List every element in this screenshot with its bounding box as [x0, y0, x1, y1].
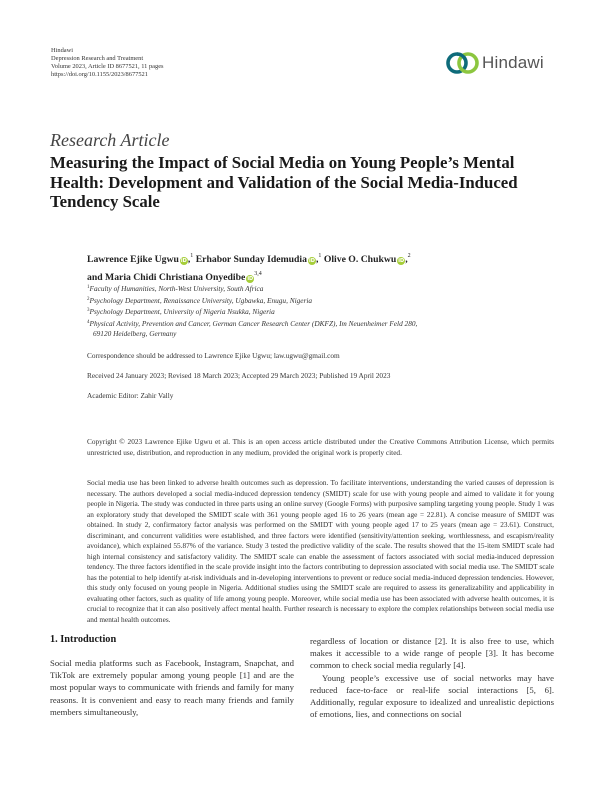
body-paragraph: Young people’s excessive use of social networks may have reduced face-to-face or real-life social interactions [5, 6]. Additionally, regular exposure to idealized and unrealistic depictions of emotions, lies, and connections on social — [310, 672, 554, 720]
author-affiliation-ref: 1 — [318, 253, 322, 259]
orcid-icon[interactable]: iD — [180, 258, 187, 264]
affiliation-item: $^3$Psychology Department, University of Nigeria Nsukka, Nigeria — [87, 307, 275, 317]
orcid-icon[interactable]: iD — [309, 258, 315, 264]
copyright-notice: Copyright © 2023 Lawrence Ejike Ugwu et al. This is an open access article distributed under the Creative Commons Attribution License, which permits unrestricted use, distribution, and reproduction in any medium, provided the original work is properly cited. — [87, 437, 554, 457]
abstract: Social media use has been linked to adverse health outcomes such as depression. To facilitate interventions, understanding the varied causes of depression is necessary. The authors developed a social media-induced depression tendency (SMIDT) scale for use with young people and aimed to validate it for young people in Nigeria. The study was conducted in three parts using an online survey (Google Forms) with purposive sampling targeting young people. Study 1 was an exploratory study that developed the SMIDT scale with 361 young people aged 16 to 26 years (mean age = 22.81). A concise measure of SMIDT was obtained. In study 2, confirmatory factor analysis was performed on the SMIDT with young people aged 17 to 25 years (mean age = 23.61). Construct, discriminant, and concurrent validities were established, and three factors were identified (sensitivity/attention seeking, worthlessness, and escapism/reality avoidance), which explained 55.87% of the variance. Study 3 tested the predictive validity of the scale. The results showed that the 15-item SMIDT scale had high internal consistency and satisfactory validity. The SMIDT scale can enable the assessment of factors associated with social media-induced depression tendency. The three factors identified in the scale provide insight into the factors contributing to depression associated with social media use. The SMIDT scale has the potential to help identify at-risk individuals and in-developing interventions to prevent or reduce social media-induced depression tendencies. However, this study only focused on young people in Nigeria. Additional studies using the SMIDT scale are required to assess its generalizability and applicability in evaluating other factors, such as quality of life among young people. Moreover, while social media use has been associated with adverse health outcomes, it is crucial to recognize that it can also positively affect mental health. Further research is necessary to explore the complex relationships between social media use and mental health outcomes. — [87, 478, 554, 624]
author-name[interactable]: Erhabor Sunday Idemudia — [195, 254, 307, 265]
author-name[interactable]: Olive O. Chukwu — [323, 254, 397, 265]
doi-link[interactable]: https://doi.org/10.1155/2023/8677521 — [51, 71, 148, 78]
body-paragraph: regardless of location or distance [2]. It is also free to use, which makes it accessible to a wide range of people [3]. It has become common to check social media regularly [4]. — [310, 636, 554, 671]
body-column-left — [50, 657, 294, 718]
author-list: Lawrence Ejike Ugwu iD,$^1$ Erhabor Sunday Idemudia iD,$^1$ Olive O. Chukwu iD,$^2$ and Maria Chidi Christiana Onyedibe iD$^{3,4}$ — [87, 253, 411, 283]
author-affiliation-ref: 1 — [190, 253, 194, 259]
volume-info: Volume 2023, Article ID 8677521, 11 pages — [51, 63, 164, 70]
author-affiliation-ref: 2 — [407, 253, 411, 259]
publication-dates: Received 24 January 2023; Revised 18 March 2023; Accepted 29 March 2023; Published 19 April 2023 — [87, 371, 391, 380]
hindawi-logo — [445, 48, 555, 78]
article-type: Research Article — [50, 130, 170, 150]
author-name[interactable]: Maria Chidi Christiana Onyedibe — [105, 272, 246, 283]
article-title: Measuring the Impact of Social Media on Young People’s Mental Health: Development and Validation of the Social Media-Induced Tendency Scale — [50, 153, 518, 211]
journal-name: Depression Research and Treatment — [51, 55, 144, 62]
logo-text: Hindawi — [482, 53, 544, 72]
affiliation-item: $^4$Physical Activity, Prevention and Cancer, German Cancer Research Center (DKFZ), Im Neuenheimer Feld 280, — [87, 318, 418, 328]
academic-editor: Academic Editor: Zahir Vally — [87, 391, 174, 400]
affiliations — [87, 283, 552, 340]
journal-meta — [51, 47, 164, 79]
orcid-icon[interactable]: iD — [247, 276, 254, 282]
hindawi-logo-icon — [445, 48, 481, 78]
affiliation-item: $^2$Psychology Department, Renaissance University, Ugbawka, Enugu, Nigeria — [87, 295, 313, 305]
publisher-name: Hindawi — [51, 47, 74, 54]
correspondence: Correspondence should be addressed to Lawrence Ejike Ugwu; law.ugwu@gmail.com — [87, 351, 340, 360]
section-heading: 1. Introduction — [50, 634, 117, 645]
orcid-icon[interactable]: iD — [398, 258, 405, 264]
body-column-right — [310, 635, 554, 720]
affiliation-continuation: 69120 Heidelberg, Germany — [93, 329, 177, 339]
body-paragraph: Social media platforms such as Facebook, Instagram, Snapchat, and TikTok are extremely popular among young people [1] and are the most popular ways to communicate with friends and family for many reasons. It is convenient and easy to reach many friends and family members simultaneously, — [50, 658, 294, 717]
affiliation-item: $^1$Faculty of Humanities, North-West University, South Africa — [87, 284, 264, 293]
author-affiliation-ref: 3,4 — [254, 271, 262, 277]
author-name[interactable]: Lawrence Ejike Ugwu — [87, 254, 179, 265]
